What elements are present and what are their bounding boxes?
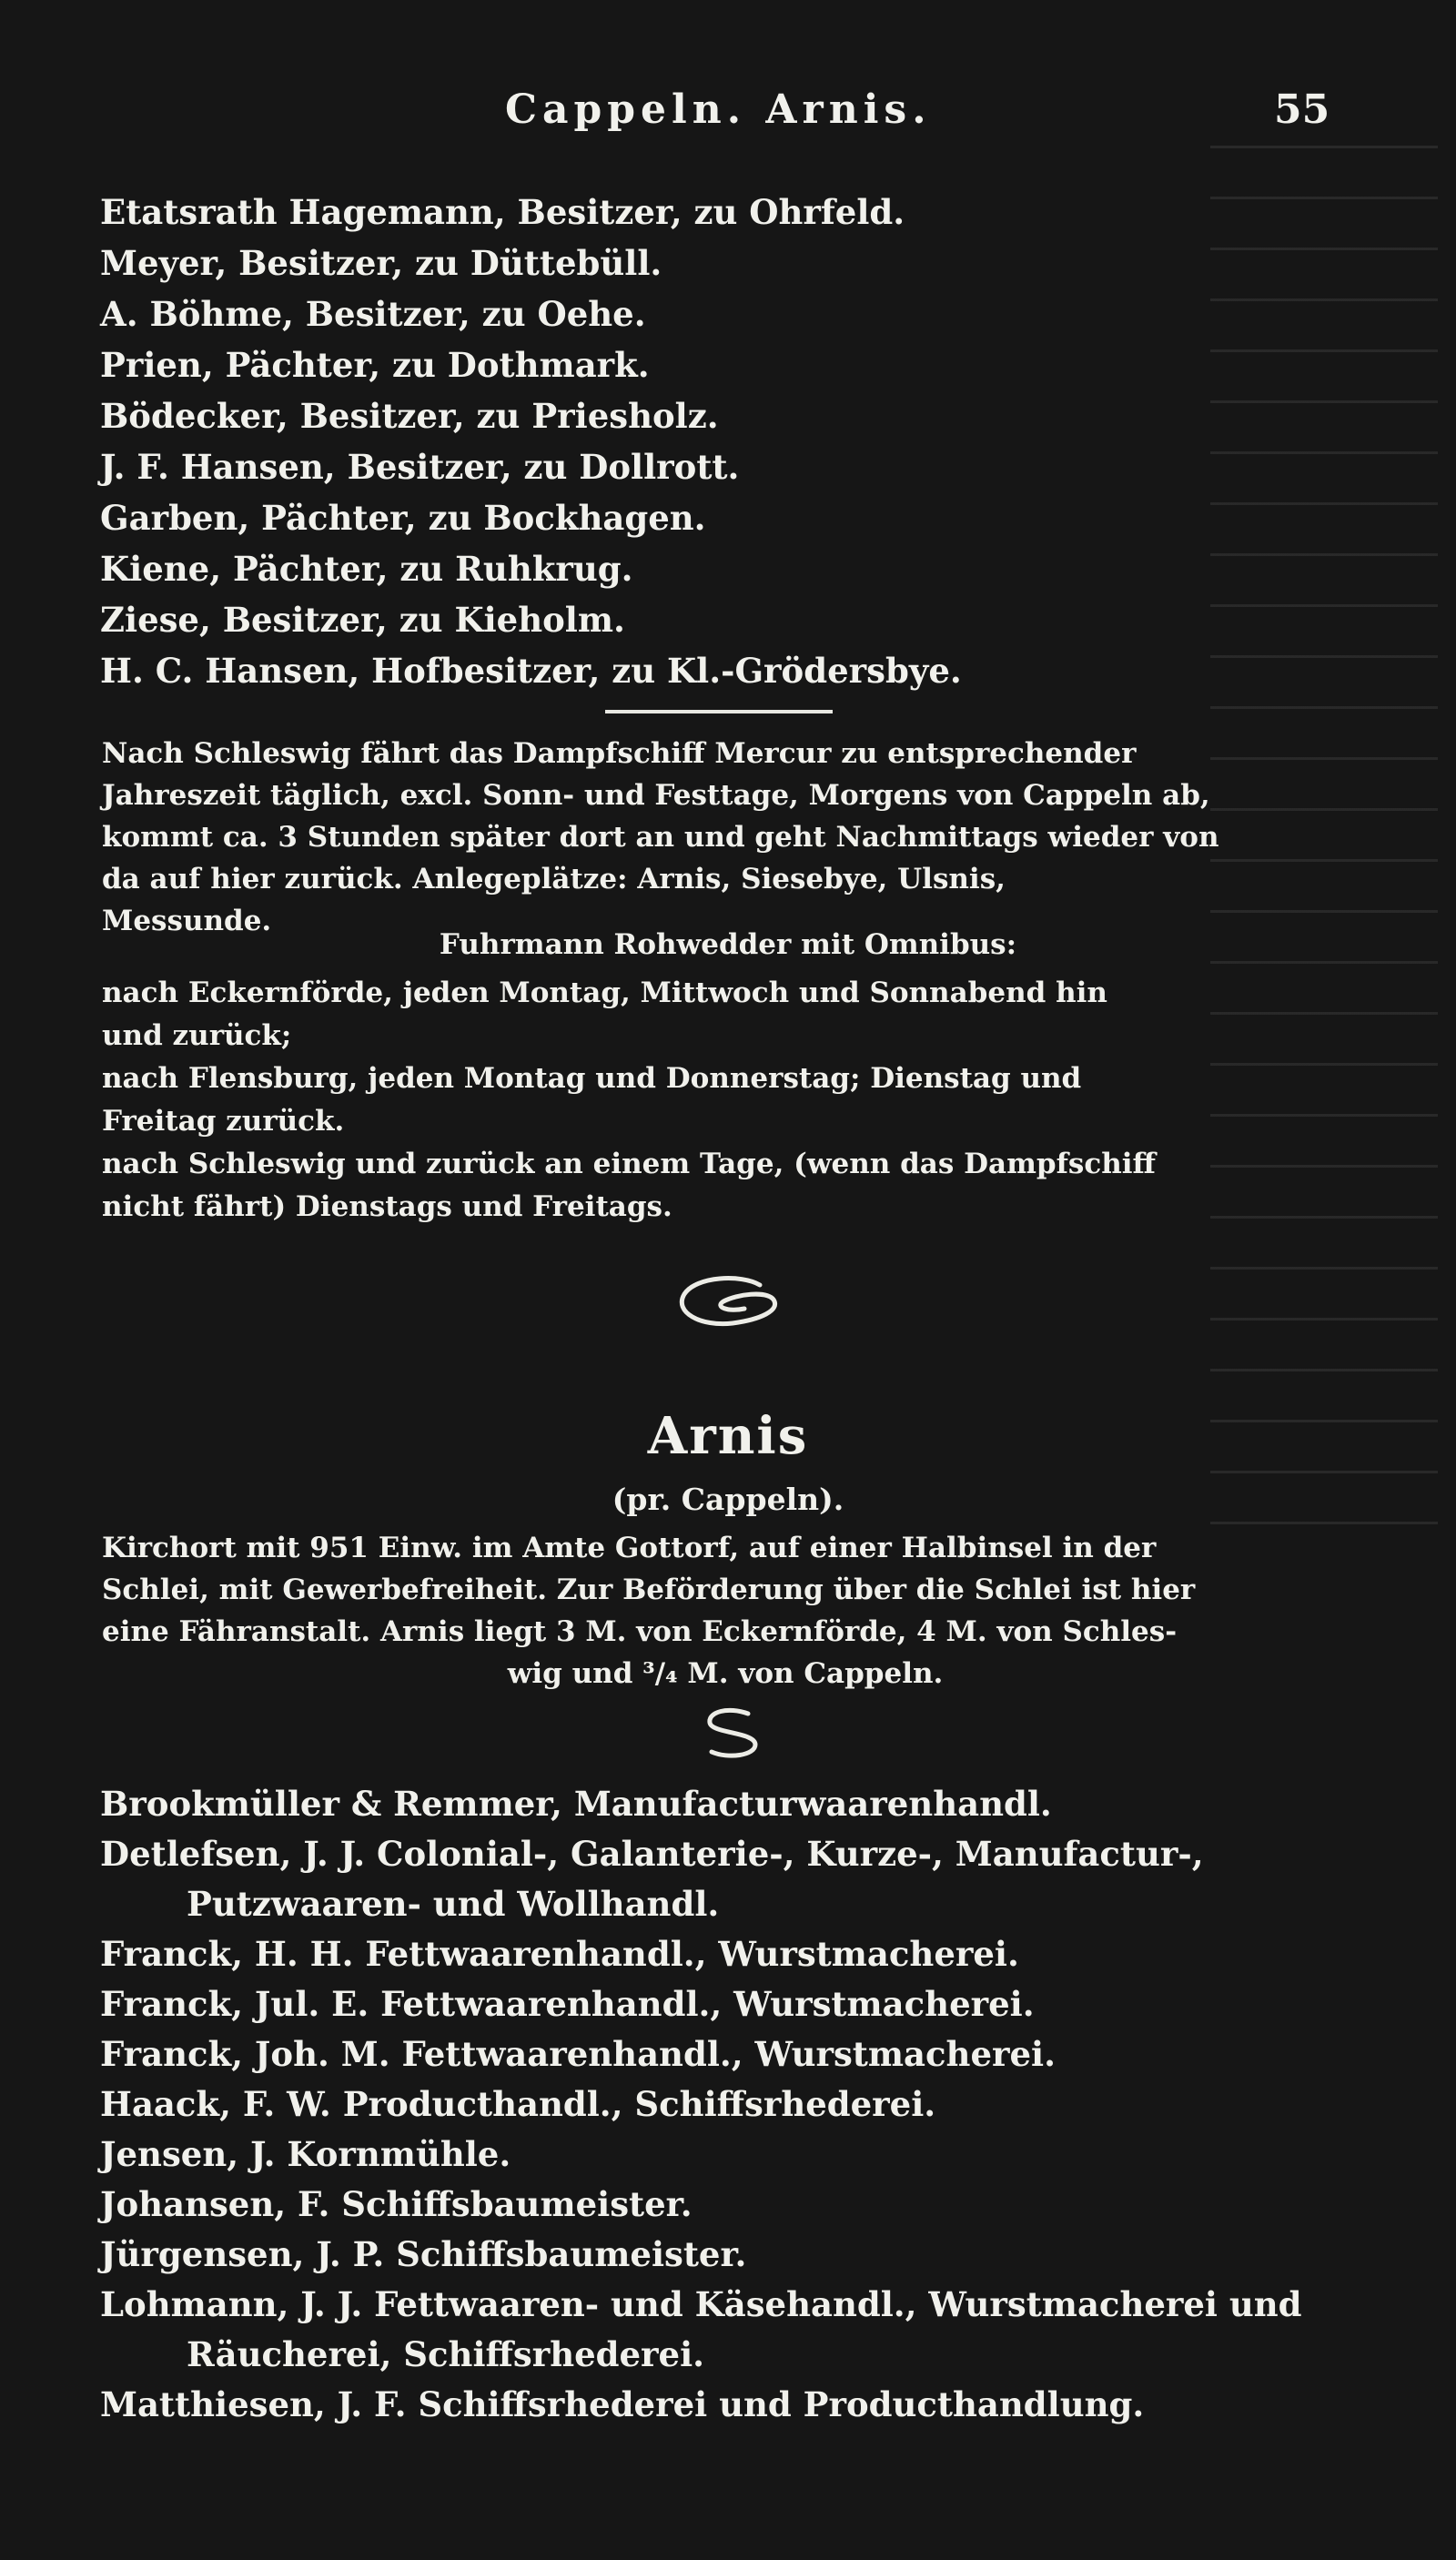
list-item: Franck, Jul. E. Fettwaarenhandl., Wurstmacherei.	[100, 1984, 1035, 2024]
list-item: H. C. Hansen, Hofbesitzer, zu Kl.-Grödersbye.	[100, 651, 962, 691]
paragraph-line: da auf hier zurück. Anlegeplätze: Arnis, Siesebye, Ulsnis,	[102, 863, 1006, 895]
description-line: wig und ³/₄ M. von Cappeln.	[507, 1657, 944, 1690]
schedule-line: nach Schleswig und zurück an einem Tage, (wenn das Dampfschiff	[102, 1148, 1156, 1180]
list-item: Franck, H. H. Fettwaarenhandl., Wurstmacherei.	[100, 1934, 1019, 1974]
list-item: Detlefsen, J. J. Colonial-, Galanterie-, Kurze-, Manufactur-,	[100, 1834, 1204, 1874]
list-item: J. F. Hansen, Besitzer, zu Dollrott.	[100, 447, 740, 487]
description-line: Schlei, mit Gewerbefreiheit. Zur Beförderung über die Schlei ist hier	[102, 1573, 1196, 1606]
list-item: Meyer, Besitzer, zu Düttebüll.	[100, 243, 662, 283]
omnibus-heading: Fuhrmann Rohwedder mit Omnibus:	[439, 928, 1017, 961]
list-item: Prien, Pächter, zu Dothmark.	[100, 345, 650, 385]
list-item: Bödecker, Besitzer, zu Priesholz.	[100, 396, 719, 436]
schedule-line: Freitag zurück.	[102, 1105, 345, 1138]
paragraph-line: Nach Schleswig fährt das Dampfschiff Mercur zu entsprechender	[102, 737, 1137, 770]
omnibus-schedule	[102, 972, 1349, 1229]
description-line: eine Fähranstalt. Arnis liegt 3 M. von Eckernförde, 4 M. von Schles-	[102, 1615, 1178, 1648]
paragraph-line: kommt ca. 3 Stunden später dort an und geht Nachmittags wieder von	[102, 821, 1219, 854]
list-item: Franck, Joh. M. Fettwaarenhandl., Wurstmacherei.	[100, 2034, 1056, 2074]
list-item-continuation: Putzwaaren- und Wollhandl.	[187, 1884, 720, 1924]
list-item: Matthiesen, J. F. Schiffsrhederei und Producthandlung.	[100, 2384, 1145, 2424]
section-title-arnis: Arnis	[647, 1406, 809, 1466]
steamer-paragraph	[102, 733, 1349, 942]
list-item: Jensen, J. Kornmühle.	[100, 2134, 511, 2174]
running-title: Cappeln. Arnis.	[505, 86, 932, 133]
decorative-flourish-icon	[692, 1706, 774, 1761]
list-item: Ziese, Besitzer, zu Kieholm.	[100, 600, 625, 640]
schedule-line: nach Flensburg, jeden Montag und Donnerstag; Dienstag und	[102, 1062, 1082, 1095]
list-item: Garben, Pächter, zu Bockhagen.	[100, 498, 706, 538]
schedule-line: nicht fährt) Dienstags und Freitags.	[102, 1190, 672, 1223]
arnis-description	[102, 1527, 1349, 1695]
cappeln-directory-list	[100, 187, 1356, 696]
list-item: Lohmann, J. J. Fettwaaren- und Käsehandl., Wurstmacherei und	[100, 2284, 1302, 2324]
section-divider	[605, 710, 833, 713]
page-header	[0, 86, 1456, 150]
decorative-ornament-icon	[673, 1274, 787, 1329]
paragraph-line: Messunde.	[102, 905, 272, 937]
paragraph-line: Jahreszeit täglich, excl. Sonn- und Festtage, Morgens von Cappeln ab,	[102, 779, 1210, 812]
list-item: Jürgensen, J. P. Schiffsbaumeister.	[100, 2234, 747, 2274]
list-item: Brookmüller & Remmer, Manufacturwaarenhandl.	[100, 1784, 1052, 1824]
list-item: Kiene, Pächter, zu Ruhkrug.	[100, 549, 633, 589]
schedule-line: nach Eckernförde, jeden Montag, Mittwoch und Sonnabend hin	[102, 976, 1107, 1009]
list-item: Haack, F. W. Producthandl., Schiffsrhederei.	[100, 2084, 936, 2124]
list-item: Etatsrath Hagemann, Besitzer, zu Ohrfeld.	[100, 192, 905, 232]
description-line: Kirchort mit 951 Einw. im Amte Gottorf, auf einer Halbinsel in der	[102, 1532, 1157, 1564]
arnis-directory-list	[100, 1779, 1356, 2430]
schedule-line: und zurück;	[102, 1019, 292, 1052]
page-number: 55	[1274, 86, 1330, 133]
list-item-continuation: Räucherei, Schiffsrhederei.	[187, 2334, 705, 2374]
section-subtitle: (pr. Cappeln).	[612, 1482, 844, 1517]
list-item: Johansen, F. Schiffsbaumeister.	[100, 2184, 693, 2224]
list-item: A. Böhme, Besitzer, zu Oehe.	[100, 294, 646, 334]
